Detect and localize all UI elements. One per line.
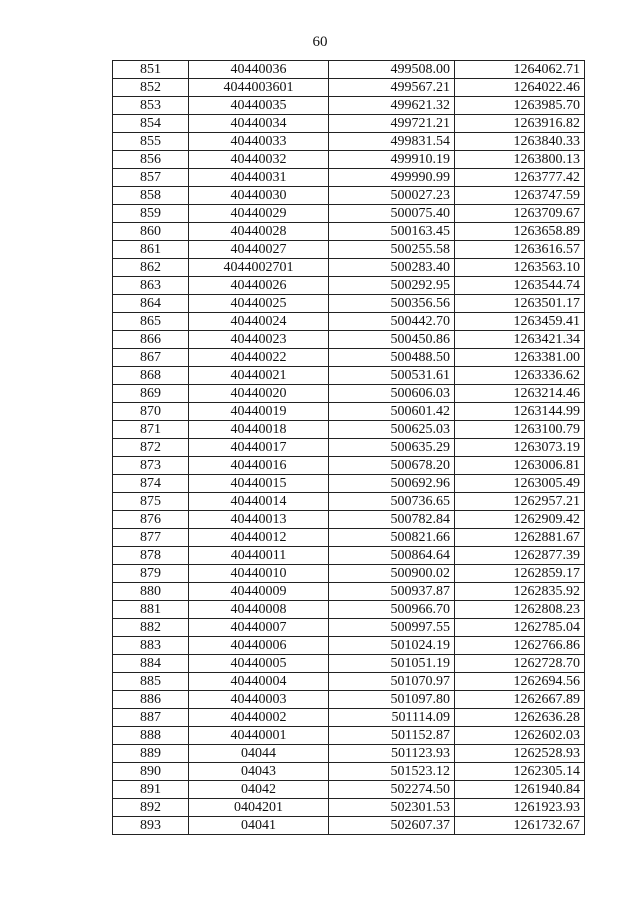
point-id-cell: 40440035 — [189, 97, 329, 115]
point-id-cell: 40440007 — [189, 619, 329, 637]
y-coordinate-cell: 1262528.93 — [455, 745, 585, 763]
table-row — [113, 601, 585, 619]
y-coordinate-cell: 1261732.67 — [455, 817, 585, 835]
row-number-cell: 891 — [113, 781, 189, 799]
point-id-cell: 04043 — [189, 763, 329, 781]
x-coordinate-cell: 500601.42 — [329, 403, 455, 421]
y-coordinate-cell: 1262602.03 — [455, 727, 585, 745]
row-number-cell: 861 — [113, 241, 189, 259]
y-coordinate-cell: 1263544.74 — [455, 277, 585, 295]
table-row — [113, 691, 585, 709]
table-row — [113, 97, 585, 115]
row-number-cell: 871 — [113, 421, 189, 439]
table-row — [113, 403, 585, 421]
y-coordinate-cell: 1263005.49 — [455, 475, 585, 493]
y-coordinate-cell: 1263840.33 — [455, 133, 585, 151]
row-number-cell: 863 — [113, 277, 189, 295]
point-id-cell: 04042 — [189, 781, 329, 799]
x-coordinate-cell: 501070.97 — [329, 673, 455, 691]
table-row — [113, 583, 585, 601]
x-coordinate-cell: 500900.02 — [329, 565, 455, 583]
table-row — [113, 637, 585, 655]
x-coordinate-cell: 499831.54 — [329, 133, 455, 151]
row-number-cell: 851 — [113, 61, 189, 79]
x-coordinate-cell: 502274.50 — [329, 781, 455, 799]
x-coordinate-cell: 500292.95 — [329, 277, 455, 295]
coordinates-table-body — [113, 61, 585, 835]
x-coordinate-cell: 500442.70 — [329, 313, 455, 331]
y-coordinate-cell: 1263658.89 — [455, 223, 585, 241]
y-coordinate-cell: 1263916.82 — [455, 115, 585, 133]
x-coordinate-cell: 501051.19 — [329, 655, 455, 673]
table-row — [113, 187, 585, 205]
y-coordinate-cell: 1262835.92 — [455, 583, 585, 601]
table-row — [113, 709, 585, 727]
row-number-cell: 881 — [113, 601, 189, 619]
point-id-cell: 0404201 — [189, 799, 329, 817]
table-row — [113, 313, 585, 331]
row-number-cell: 854 — [113, 115, 189, 133]
y-coordinate-cell: 1263501.17 — [455, 295, 585, 313]
point-id-cell: 04044 — [189, 745, 329, 763]
point-id-cell: 40440005 — [189, 655, 329, 673]
point-id-cell: 40440012 — [189, 529, 329, 547]
y-coordinate-cell: 1262766.86 — [455, 637, 585, 655]
y-coordinate-cell: 1262859.17 — [455, 565, 585, 583]
y-coordinate-cell: 1263985.70 — [455, 97, 585, 115]
x-coordinate-cell: 500821.66 — [329, 529, 455, 547]
x-coordinate-cell: 499990.99 — [329, 169, 455, 187]
x-coordinate-cell: 500606.03 — [329, 385, 455, 403]
y-coordinate-cell: 1263336.62 — [455, 367, 585, 385]
row-number-cell: 856 — [113, 151, 189, 169]
x-coordinate-cell: 501123.93 — [329, 745, 455, 763]
y-coordinate-cell: 1264022.46 — [455, 79, 585, 97]
row-number-cell: 890 — [113, 763, 189, 781]
x-coordinate-cell: 500163.45 — [329, 223, 455, 241]
point-id-cell: 40440004 — [189, 673, 329, 691]
y-coordinate-cell: 1262667.89 — [455, 691, 585, 709]
point-id-cell: 40440032 — [189, 151, 329, 169]
row-number-cell: 880 — [113, 583, 189, 601]
y-coordinate-cell: 1263459.41 — [455, 313, 585, 331]
table-row — [113, 331, 585, 349]
point-id-cell: 40440027 — [189, 241, 329, 259]
row-number-cell: 868 — [113, 367, 189, 385]
x-coordinate-cell: 499567.21 — [329, 79, 455, 97]
x-coordinate-cell: 500635.29 — [329, 439, 455, 457]
row-number-cell: 885 — [113, 673, 189, 691]
row-number-cell: 883 — [113, 637, 189, 655]
x-coordinate-cell: 501097.80 — [329, 691, 455, 709]
table-row — [113, 817, 585, 835]
row-number-cell: 852 — [113, 79, 189, 97]
table-row — [113, 367, 585, 385]
x-coordinate-cell: 499621.32 — [329, 97, 455, 115]
y-coordinate-cell: 1263073.19 — [455, 439, 585, 457]
table-row — [113, 295, 585, 313]
x-coordinate-cell: 499508.00 — [329, 61, 455, 79]
y-coordinate-cell: 1262728.70 — [455, 655, 585, 673]
table-row — [113, 205, 585, 223]
row-number-cell: 892 — [113, 799, 189, 817]
point-id-cell: 40440024 — [189, 313, 329, 331]
point-id-cell: 4044003601 — [189, 79, 329, 97]
row-number-cell: 887 — [113, 709, 189, 727]
table-row — [113, 511, 585, 529]
point-id-cell: 40440009 — [189, 583, 329, 601]
point-id-cell: 04041 — [189, 817, 329, 835]
table-row — [113, 259, 585, 277]
table-row — [113, 655, 585, 673]
row-number-cell: 857 — [113, 169, 189, 187]
row-number-cell: 893 — [113, 817, 189, 835]
point-id-cell: 40440010 — [189, 565, 329, 583]
x-coordinate-cell: 499721.21 — [329, 115, 455, 133]
row-number-cell: 860 — [113, 223, 189, 241]
y-coordinate-cell: 1263214.46 — [455, 385, 585, 403]
point-id-cell: 40440030 — [189, 187, 329, 205]
table-row — [113, 727, 585, 745]
row-number-cell: 859 — [113, 205, 189, 223]
x-coordinate-cell: 500966.70 — [329, 601, 455, 619]
row-number-cell: 872 — [113, 439, 189, 457]
point-id-cell: 40440026 — [189, 277, 329, 295]
row-number-cell: 867 — [113, 349, 189, 367]
x-coordinate-cell: 500937.87 — [329, 583, 455, 601]
page-number: 60 — [312, 34, 328, 50]
x-coordinate-cell: 500356.56 — [329, 295, 455, 313]
point-id-cell: 40440023 — [189, 331, 329, 349]
point-id-cell: 40440006 — [189, 637, 329, 655]
coordinates-table — [112, 60, 585, 835]
table-row — [113, 493, 585, 511]
y-coordinate-cell: 1263100.79 — [455, 421, 585, 439]
table-row — [113, 565, 585, 583]
row-number-cell: 879 — [113, 565, 189, 583]
row-number-cell: 853 — [113, 97, 189, 115]
row-number-cell: 865 — [113, 313, 189, 331]
row-number-cell: 878 — [113, 547, 189, 565]
table-row — [113, 421, 585, 439]
table-row — [113, 457, 585, 475]
y-coordinate-cell: 1264062.71 — [455, 61, 585, 79]
row-number-cell: 858 — [113, 187, 189, 205]
y-coordinate-cell: 1263144.99 — [455, 403, 585, 421]
x-coordinate-cell: 500782.84 — [329, 511, 455, 529]
table-row — [113, 781, 585, 799]
table-row — [113, 385, 585, 403]
point-id-cell: 40440011 — [189, 547, 329, 565]
y-coordinate-cell: 1262785.04 — [455, 619, 585, 637]
y-coordinate-cell: 1261923.93 — [455, 799, 585, 817]
point-id-cell: 40440017 — [189, 439, 329, 457]
table-row — [113, 115, 585, 133]
row-number-cell: 862 — [113, 259, 189, 277]
x-coordinate-cell: 501152.87 — [329, 727, 455, 745]
y-coordinate-cell: 1262305.14 — [455, 763, 585, 781]
y-coordinate-cell: 1262808.23 — [455, 601, 585, 619]
x-coordinate-cell: 500864.64 — [329, 547, 455, 565]
table-row — [113, 223, 585, 241]
x-coordinate-cell: 500736.65 — [329, 493, 455, 511]
x-coordinate-cell: 502607.37 — [329, 817, 455, 835]
table-row — [113, 349, 585, 367]
y-coordinate-cell: 1263616.57 — [455, 241, 585, 259]
x-coordinate-cell: 500255.58 — [329, 241, 455, 259]
row-number-cell: 889 — [113, 745, 189, 763]
x-coordinate-cell: 501114.09 — [329, 709, 455, 727]
y-coordinate-cell: 1263563.10 — [455, 259, 585, 277]
y-coordinate-cell: 1263800.13 — [455, 151, 585, 169]
point-id-cell: 4044002701 — [189, 259, 329, 277]
point-id-cell: 40440028 — [189, 223, 329, 241]
row-number-cell: 884 — [113, 655, 189, 673]
point-id-cell: 40440014 — [189, 493, 329, 511]
row-number-cell: 882 — [113, 619, 189, 637]
point-id-cell: 40440036 — [189, 61, 329, 79]
y-coordinate-cell: 1262636.28 — [455, 709, 585, 727]
x-coordinate-cell: 500625.03 — [329, 421, 455, 439]
y-coordinate-cell: 1263381.00 — [455, 349, 585, 367]
table-row — [113, 475, 585, 493]
point-id-cell: 40440020 — [189, 385, 329, 403]
point-id-cell: 40440001 — [189, 727, 329, 745]
point-id-cell: 40440025 — [189, 295, 329, 313]
table-row — [113, 745, 585, 763]
row-number-cell: 874 — [113, 475, 189, 493]
row-number-cell: 877 — [113, 529, 189, 547]
table-row — [113, 241, 585, 259]
row-number-cell: 869 — [113, 385, 189, 403]
point-id-cell: 40440015 — [189, 475, 329, 493]
row-number-cell: 876 — [113, 511, 189, 529]
point-id-cell: 40440002 — [189, 709, 329, 727]
y-coordinate-cell: 1262877.39 — [455, 547, 585, 565]
point-id-cell: 40440033 — [189, 133, 329, 151]
y-coordinate-cell: 1262909.42 — [455, 511, 585, 529]
y-coordinate-cell: 1262881.67 — [455, 529, 585, 547]
table-row — [113, 169, 585, 187]
x-coordinate-cell: 501523.12 — [329, 763, 455, 781]
point-id-cell: 40440008 — [189, 601, 329, 619]
table-row — [113, 151, 585, 169]
x-coordinate-cell: 501024.19 — [329, 637, 455, 655]
y-coordinate-cell: 1263709.67 — [455, 205, 585, 223]
row-number-cell: 873 — [113, 457, 189, 475]
table-row — [113, 799, 585, 817]
table-row — [113, 547, 585, 565]
point-id-cell: 40440029 — [189, 205, 329, 223]
table-row — [113, 133, 585, 151]
table-row — [113, 277, 585, 295]
point-id-cell: 40440013 — [189, 511, 329, 529]
x-coordinate-cell: 500075.40 — [329, 205, 455, 223]
row-number-cell: 886 — [113, 691, 189, 709]
row-number-cell: 855 — [113, 133, 189, 151]
x-coordinate-cell: 500692.96 — [329, 475, 455, 493]
point-id-cell: 40440016 — [189, 457, 329, 475]
x-coordinate-cell: 500488.50 — [329, 349, 455, 367]
row-number-cell: 864 — [113, 295, 189, 313]
y-coordinate-cell: 1262694.56 — [455, 673, 585, 691]
x-coordinate-cell: 500678.20 — [329, 457, 455, 475]
table-row — [113, 619, 585, 637]
row-number-cell: 875 — [113, 493, 189, 511]
table-row — [113, 61, 585, 79]
y-coordinate-cell: 1263421.34 — [455, 331, 585, 349]
table-row — [113, 529, 585, 547]
point-id-cell: 40440031 — [189, 169, 329, 187]
point-id-cell: 40440022 — [189, 349, 329, 367]
row-number-cell: 870 — [113, 403, 189, 421]
y-coordinate-cell: 1263006.81 — [455, 457, 585, 475]
table-row — [113, 439, 585, 457]
x-coordinate-cell: 499910.19 — [329, 151, 455, 169]
point-id-cell: 40440019 — [189, 403, 329, 421]
x-coordinate-cell: 500450.86 — [329, 331, 455, 349]
x-coordinate-cell: 502301.53 — [329, 799, 455, 817]
table-row — [113, 673, 585, 691]
x-coordinate-cell: 500027.23 — [329, 187, 455, 205]
x-coordinate-cell: 500283.40 — [329, 259, 455, 277]
point-id-cell: 40440018 — [189, 421, 329, 439]
x-coordinate-cell: 500997.55 — [329, 619, 455, 637]
table-row — [113, 763, 585, 781]
y-coordinate-cell: 1262957.21 — [455, 493, 585, 511]
point-id-cell: 40440021 — [189, 367, 329, 385]
x-coordinate-cell: 500531.61 — [329, 367, 455, 385]
row-number-cell: 866 — [113, 331, 189, 349]
point-id-cell: 40440003 — [189, 691, 329, 709]
y-coordinate-cell: 1261940.84 — [455, 781, 585, 799]
y-coordinate-cell: 1263777.42 — [455, 169, 585, 187]
row-number-cell: 888 — [113, 727, 189, 745]
table-row — [113, 79, 585, 97]
point-id-cell: 40440034 — [189, 115, 329, 133]
y-coordinate-cell: 1263747.59 — [455, 187, 585, 205]
